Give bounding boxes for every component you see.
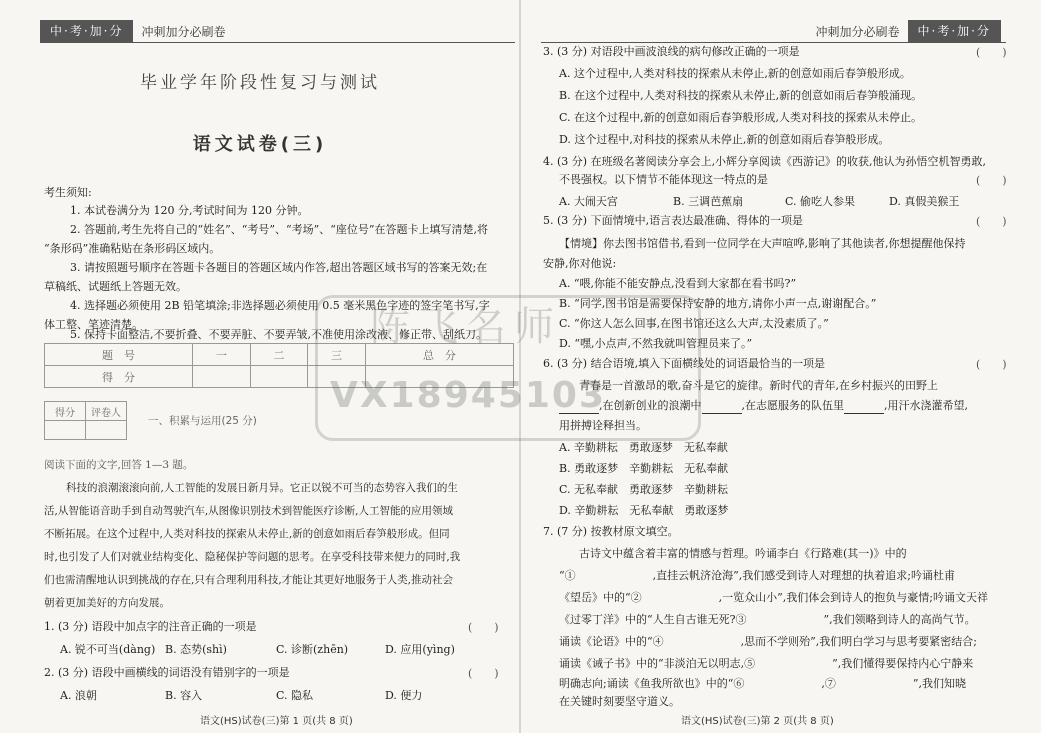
q2-option-d: D. 便力: [385, 689, 423, 702]
q7-line: 古诗文中蕴含着丰富的情感与哲理。吟诵李白《行路难(其一)》中的: [579, 547, 907, 560]
q2-option-c: C. 隐私: [276, 689, 314, 702]
question-2: 2. (3 分) 语段中画横线的词语没有错别字的一项是: [44, 666, 290, 679]
q7-line: 《过零丁洋》中的“人生自古谁无死?③ ”,我们领略到诗人的高尚气节。: [559, 613, 976, 626]
q1-option-b: B. 态势(shì): [165, 643, 227, 656]
score-cell: 一: [193, 344, 251, 366]
q3-option-d: D. 这个过程中,对科技的探索从未停止,新的创意如雨后春笋般形成。: [559, 133, 890, 146]
question-4: 4. (3 分) 在班级名著阅读分享会上,小辉分享阅读《西游记》的收获,他认为孙悟空机智勇敢,: [543, 155, 987, 168]
q5-option-a: A. “喂,你能不能安静点,没看到大家都在看书吗?”: [559, 277, 797, 290]
section-title: 一、积累与运用(25 分): [148, 415, 257, 427]
exam-subtitle: 语文试卷(三): [192, 134, 328, 155]
score-cell: [250, 366, 308, 388]
q1-option-d: D. 应用(yìng): [385, 643, 455, 656]
q3-option-b: B. 在这个过程中,人类对科技的探索从未停止,新的创意如雨后春笋般涌现。: [559, 89, 923, 102]
score-cell: 二: [250, 344, 308, 366]
header-rule: [40, 42, 515, 43]
score-cell: 总 分: [365, 344, 513, 366]
q2-option-b: B. 容入: [165, 689, 203, 702]
answer-parens: ( ): [468, 667, 499, 680]
question-1: 1. (3 分) 语段中加点字的注音正确的一项是: [44, 620, 257, 633]
q7-line: 明确志向;诵读《鱼我所欲也》中的“⑥ ,⑦ ”,我们知晓: [559, 677, 966, 690]
score-cell: [193, 366, 251, 388]
passage-line: 活,从智能语音助手到自动驾驶汽车,从图像识别技术到智能医疗诊断,人工智能的应用领域: [44, 505, 454, 517]
q6-option-d: D. 辛勤耕耘 无私奉献 勇敢逐梦: [559, 504, 729, 517]
question-4-cont: 不畏强权。以下情节不能体现这一特点的是: [559, 173, 768, 186]
header-tagline: 冲刺加分必刷卷: [141, 24, 226, 39]
q4-option-d: D. 真假美猴王: [889, 195, 960, 208]
watermark-text: 陈飞名师: [370, 304, 562, 350]
answer-parens: ( ): [976, 358, 1007, 371]
passage-line: 不断拓展。在这个过程中,人类对科技的探索从未停止,新的创意如雨后春笋般形成。但同: [44, 528, 450, 540]
question-6: 6. (3 分) 结合语境,填入下面横线处的词语最恰当的一项是: [543, 357, 826, 370]
q7-line: 诵读《论语》中的“④ ,思而不学则殆”,我们明白学习与思考要紧密结合;: [559, 635, 977, 648]
header-tagline: 冲刺加分必刷卷: [815, 24, 900, 39]
header-tag: 中·考·加·分: [40, 20, 133, 42]
answer-parens: ( ): [976, 215, 1007, 228]
answer-parens: ( ): [468, 621, 499, 634]
page-footer: 语文(HS)试卷(三)第 2 页(共 8 页): [681, 716, 834, 727]
right-header: [808, 20, 1001, 42]
notice-line: 5. 保持卡面整洁,不要折叠、不要弄脏、不要弄皱,不准使用涂改液、修正带、刮纸刀。: [70, 328, 487, 341]
q1-option-c: C. 诊断(zhēn): [276, 643, 349, 656]
q1-option-a: A. 锐不可当(dàng): [60, 643, 156, 656]
grader-table: [44, 401, 127, 440]
q5-option-c: C. “你这人怎么回事,在图书馆还这么大声,太没素质了。”: [559, 317, 829, 330]
q7-line: 在关键时刻要坚守道义。: [559, 695, 680, 708]
answer-parens: ( ): [976, 46, 1007, 59]
q5-context: 【情境】你去图书馆借书,看到一位同学在大声喧哗,影响了其他读者,你想提醒他保持: [559, 237, 966, 250]
page-footer: 语文(HS)试卷(三)第 1 页(共 8 页): [200, 716, 353, 727]
passage-line: 时,也引发了人们对就业结构变化、隐秘保护等问题的思考。在享受科技带来便力的同时,我: [44, 551, 461, 563]
q6-text: 用拼搏诠释担当。: [559, 419, 647, 432]
q3-option-c: C. 在这个过程中,新的创意如雨后春笋般形成,人类对科技的探索从未停止。: [559, 111, 923, 124]
q2-option-a: A. 浪朝: [60, 689, 97, 702]
left-header: [40, 20, 233, 42]
blank-line: [702, 398, 742, 414]
q7-line: 《望岳》中的“② ,一览众山小”,我们体会到诗人的抱负与豪情;吟诵文天祥: [559, 591, 988, 604]
notice-line: 3. 请按照题号顺序在答题卡各题目的答题区域内作答,超出答题区域书写的答案无效;在: [70, 261, 488, 274]
notice-line: 4. 选择题必须使用 2B 铅笔填涂;非选择题必须使用 0.5 毫米黑色字迹的签字笔书写,字: [70, 299, 490, 312]
blank-line: [844, 398, 884, 414]
q6-option-c: C. 无私奉献 勇敢逐梦 辛勤耕耘: [559, 483, 729, 496]
q4-option-b: B. 三调芭蕉扇: [673, 195, 744, 208]
passage-line: 们也需清醒地认识到挑战的存在,只有合理利用科技,才能让其更好地服务于人类,推动社会: [44, 574, 454, 586]
notice-line: “条形码”准确粘贴在条形码区域内。: [44, 242, 221, 255]
question-7: 7. (7 分) 按教材原文填空。: [543, 525, 679, 538]
q3-option-a: A. 这个过程中,人类对科技的探索从未停止,新的创意如雨后春笋般形成。: [559, 67, 911, 80]
grader-score-label: 得分: [45, 402, 86, 421]
score-cell: 题 号: [45, 344, 193, 366]
notice-line: 体工整、笔迹清楚。: [44, 318, 143, 331]
header-tag: 中·考·加·分: [908, 20, 1001, 42]
reading-intro: 阅读下面的文字,回答 1—3 题。: [44, 459, 194, 471]
q6-option-a: A. 辛勤耕耘 勇敢逐梦 无私奉献: [559, 441, 728, 454]
watermark-contact: VX18945103: [330, 375, 607, 416]
question-3: 3. (3 分) 对语段中画波浪线的病句修改正确的一项是: [543, 45, 800, 58]
header-rule: [541, 42, 1006, 43]
notice-line: 1. 本试卷满分为 120 分,考试时间为 120 分钟。: [70, 204, 309, 217]
q6-option-b: B. 勇敢逐梦 辛勤耕耘 无私奉献: [559, 462, 729, 475]
notice-title: 考生须知:: [44, 186, 92, 199]
q7-line: 诵读《诫子书》中的“非淡泊无以明志,⑤ ”,我们懂得要保持内心宁静来: [559, 657, 974, 670]
passage-line: 科技的浪潮滚滚向前,人工智能的发展日新月异。它正以锐不可当的态势容入我们的生: [66, 482, 458, 494]
question-5: 5. (3 分) 下面情境中,语言表达最准确、得体的一项是: [543, 214, 804, 227]
score-cell: 得 分: [45, 366, 193, 388]
notice-line: 草稿纸、试题纸上答题无效。: [44, 280, 187, 293]
q4-option-c: C. 偷吃人参果: [785, 195, 856, 208]
score-cell: 三: [308, 344, 366, 366]
q6-text: 青春是一首激昂的歌,奋斗是它的旋律。新时代的青年,在乡村振兴的田野上: [579, 379, 938, 392]
q7-line: “① ,直挂云帆济沧海”,我们感受到诗人对理想的执着追求;吟诵杜甫: [559, 569, 955, 582]
exam-title: 毕业学年阶段性复习与测试: [140, 73, 380, 93]
q5-option-d: D. “嘿,小点声,不然我就叫管理员来了。”: [559, 337, 753, 350]
q5-context-cont: 安静,你对他说:: [543, 257, 617, 270]
q4-option-a: A. 大闹天宫: [559, 195, 618, 208]
q5-option-b: B. “同学,图书馆是需要保持安静的地方,请你小声一点,谢谢配合。”: [559, 297, 877, 310]
q6-text: ,在创新创业的浪潮中 ,在志愿服务的队伍里 ,用汗水浇灌希望,: [559, 398, 968, 414]
grader-name-label: 评卷人: [86, 402, 127, 421]
notice-line: 2. 答题前,考生先将自己的“姓名”、“考号”、“考场”、“座位号”在答题卡上填写清楚,将: [70, 223, 488, 236]
passage-line: 朝着更加美好的方向发展。: [44, 597, 170, 609]
answer-parens: ( ): [976, 174, 1007, 187]
